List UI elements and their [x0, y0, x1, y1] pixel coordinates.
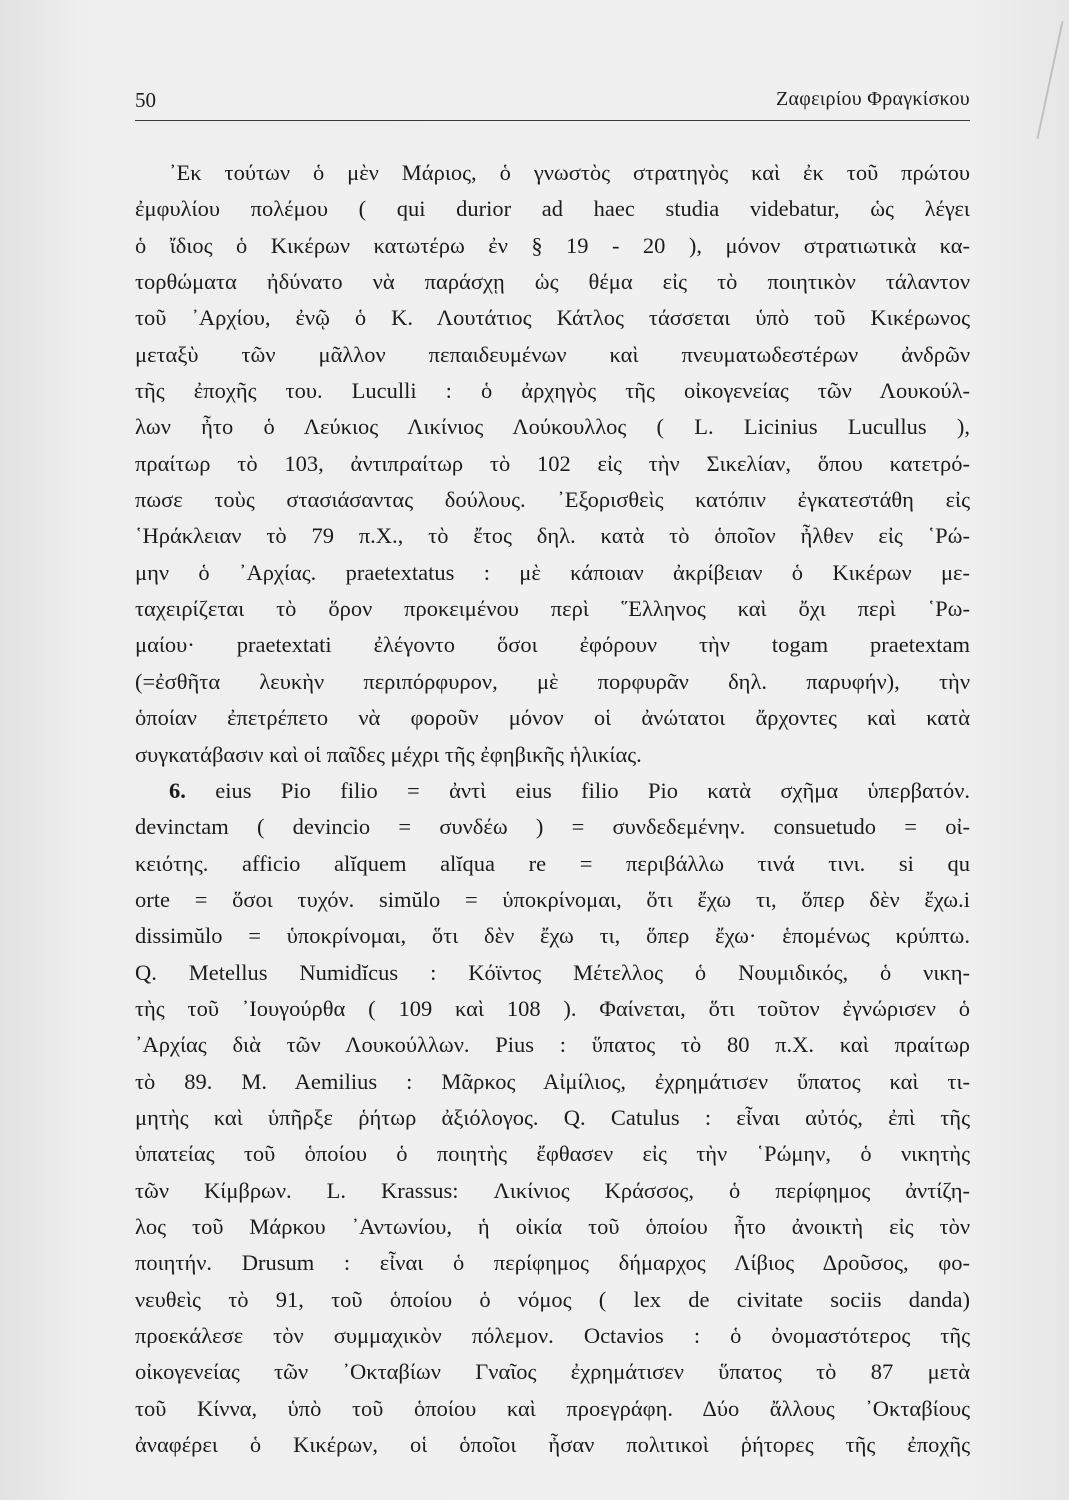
- page-header: [135, 88, 970, 121]
- text-line: ῾Ηράκλειαν τὸ 79 π.Χ., τὸ ἔτος δηλ. κατὰ τὸ ὁποῖον ἦλθεν εἰς ῾Ρώ-: [135, 523, 970, 549]
- text-line: προεκάλεσε τὸν συμμαχικὸν πόλεμον. Octavios : ὁ ὀνομαστότερος τῆς: [135, 1323, 970, 1348]
- text-line: τὸ 89. M. Aemilius : Μᾶρκος Αἰμίλιος, ἐχρημάτισεν ὕπατος καὶ τι-: [135, 1068, 970, 1094]
- section-6-text: eius Pio filio = ἀντὶ eius filio Pio κατὰ σχῆμα ὑπερβατόν.: [215, 777, 970, 803]
- text-line: συγκατάβασιν καὶ οἱ παῖδες μέχρι τῆς ἐφηβικῆς ἡλικίας.: [135, 741, 642, 767]
- text-line: λος τοῦ Μάρκου ᾿Αντωνίου, ἡ οἰκία τοῦ ὁποίου ἦτο ἀνοικτὴ εἰς τὸν: [135, 1213, 970, 1239]
- text-line: νευθεὶς τὸ 91, τοῦ ὁποίου ὁ νόμος ( lex de civitate sociis danda): [135, 1286, 970, 1312]
- text-line: μητὴς καὶ ὑπῆρξε ῥήτωρ ἀξιόλογος. Q. Catulus : εἶναι αὐτός, ἐπὶ τῆς: [135, 1104, 970, 1130]
- body-text: [135, 155, 970, 1463]
- text-line: Q. Metellus Numidĭcus : Κόϊντος Μέτελλος ὁ Νουμιδικός, ὁ νικη-: [135, 959, 970, 985]
- text-line: μαίου· praetextati ἐλέγοντο ὅσοι ἐφόρουν τὴν togam praetextam: [135, 632, 970, 658]
- text-line: ποιητήν. Drusum : εἶναι ὁ περίφημος δήμαρχος Λίβιος Δροῦσος, φο-: [135, 1250, 970, 1276]
- section-number: 6.: [169, 777, 186, 803]
- page-edge-shadow: [1037, 21, 1064, 139]
- text-line: τῆς ἐποχῆς του. Luculli : ὁ ἀρχηγὸς τῆς οἰκογενείας τῶν Λουκούλ-: [135, 378, 970, 404]
- text-line: ἀναφέρει ὁ Κικέρων, οἱ ὁποῖοι ἦσαν πολιτικοὶ ῥήτορες τῆς ἐποχῆς: [135, 1432, 970, 1458]
- text-line: ἐμφυλίου πολέμου ( qui durior ad haec studia videbatur, ὡς λέγει: [135, 196, 970, 222]
- section-6-first-line: [135, 773, 970, 809]
- text-line: λων ἦτο ὁ Λεύκιος Λικίνιος Λούκουλλος ( L. Licinius Lucullus ),: [135, 414, 970, 440]
- text-line: ᾿Αρχίας διὰ τῶν Λουκούλλων. Pius : ὕπατος τὸ 80 π.Χ. καὶ πραίτωρ: [135, 1032, 970, 1058]
- text-line: τορθώματα ἠδύνατο νὰ παράσχῃ ὡς θέμα εἰς τὸ ποιητικὸν τάλαντον: [135, 269, 970, 295]
- text-line: πωσε τοὺς στασιάσαντας δούλους. ᾿Εξορισθεὶς κατόπιν ἐγκατεστάθη εἰς: [135, 487, 970, 513]
- running-title: Ζαφειρίου Φραγκίσκου: [776, 88, 970, 110]
- text-line: οἰκογενείας τῶν ᾿Οκταβίων Γναῖος ἐχρημάτισεν ὕπατος τὸ 87 μετὰ: [135, 1359, 970, 1385]
- text-line: τὴς τοῦ ᾿Ιουγούρθα ( 109 καὶ 108 ). Φαίνεται, ὅτι τοῦτον ἐγνώρισεν ὁ: [135, 995, 970, 1021]
- text-line: τοῦ Κίννα, ὑπὸ τοῦ ὁποίου καὶ προεγράφη. Δύο ἄλλους ᾿Οκταβίους: [135, 1395, 970, 1421]
- text-line: πραίτωρ τὸ 103, ἀντιπραίτωρ τὸ 102 εἰς τὴν Σικελίαν, ὅπου κατετρό-: [135, 450, 970, 476]
- text-line: ταχειρίζεται τὸ ὅρον προκειμένου περὶ ῞Ελληνος καὶ ὄχι περὶ ῾Ρω-: [135, 596, 970, 622]
- page-number: 50: [135, 88, 156, 112]
- text-line: ὑπατείας τοῦ ὁποίου ὁ ποιητὴς ἔφθασεν εἰς τὴν ῾Ρώμην, ὁ νικητὴς: [135, 1141, 970, 1167]
- text-line: ὁποίαν ἐπετρέπετο νὰ φοροῦν μόνον οἱ ἀνώτατοι ἄρχοντες καὶ κατὰ: [135, 705, 970, 731]
- text-line: τοῦ ᾿Αρχίου, ἐνῷ ὁ Κ. Λουτάτιος Κάτλος τάσσεται ὑπὸ τοῦ Κικέρωνος: [135, 305, 970, 331]
- text-line: (=ἐσθῆτα λευκὴν περιπόρφυρον, μὲ πορφυρᾶν δηλ. παρυφήν), τὴν: [135, 668, 970, 694]
- text-line: ᾿Εκ τούτων ὁ μὲν Μάριος, ὁ γνωστὸς στρατηγὸς καὶ ἐκ τοῦ πρώτου: [169, 160, 970, 185]
- text-line: κειότης. afficio alĭquem alĭqua re = περιβάλλω τινά τινι. si qu: [135, 850, 970, 876]
- text-line: dissimŭlo = ὑποκρίνομαι, ὅτι δὲν ἔχω τι, ὅπερ ἔχω· ἑπομένως κρύπτω.: [135, 923, 970, 949]
- text-line: devinctam ( devincio = συνδέω ) = συνδεδεμένην. consuetudo = οἰ-: [135, 814, 970, 840]
- text-line: μην ὁ ᾿Αρχίας. praetextatus : μὲ κάποιαν ἀκρίβειαν ὁ Κικέρων με-: [135, 559, 970, 585]
- text-line: ὁ ἴδιος ὁ Κικέρων κατωτέρω ἐν § 19 - 20 ), μόνον στρατιωτικὰ κα-: [135, 232, 970, 258]
- text-line: orte = ὅσοι τυχόν. simŭlo = ὑποκρίνομαι, ὅτι ἔχω τι, ὅπερ δὲν ἔχω.i: [135, 886, 970, 912]
- text-line: τῶν Κίμβρων. L. Krassus: Λικίνιος Κράσσος, ὁ περίφημος ἀντίζη-: [135, 1177, 970, 1203]
- text-line: μεταξὺ τῶν μᾶλλον πεπαιδευμένων καὶ πνευματωδεστέρων ἀνδρῶν: [135, 341, 970, 367]
